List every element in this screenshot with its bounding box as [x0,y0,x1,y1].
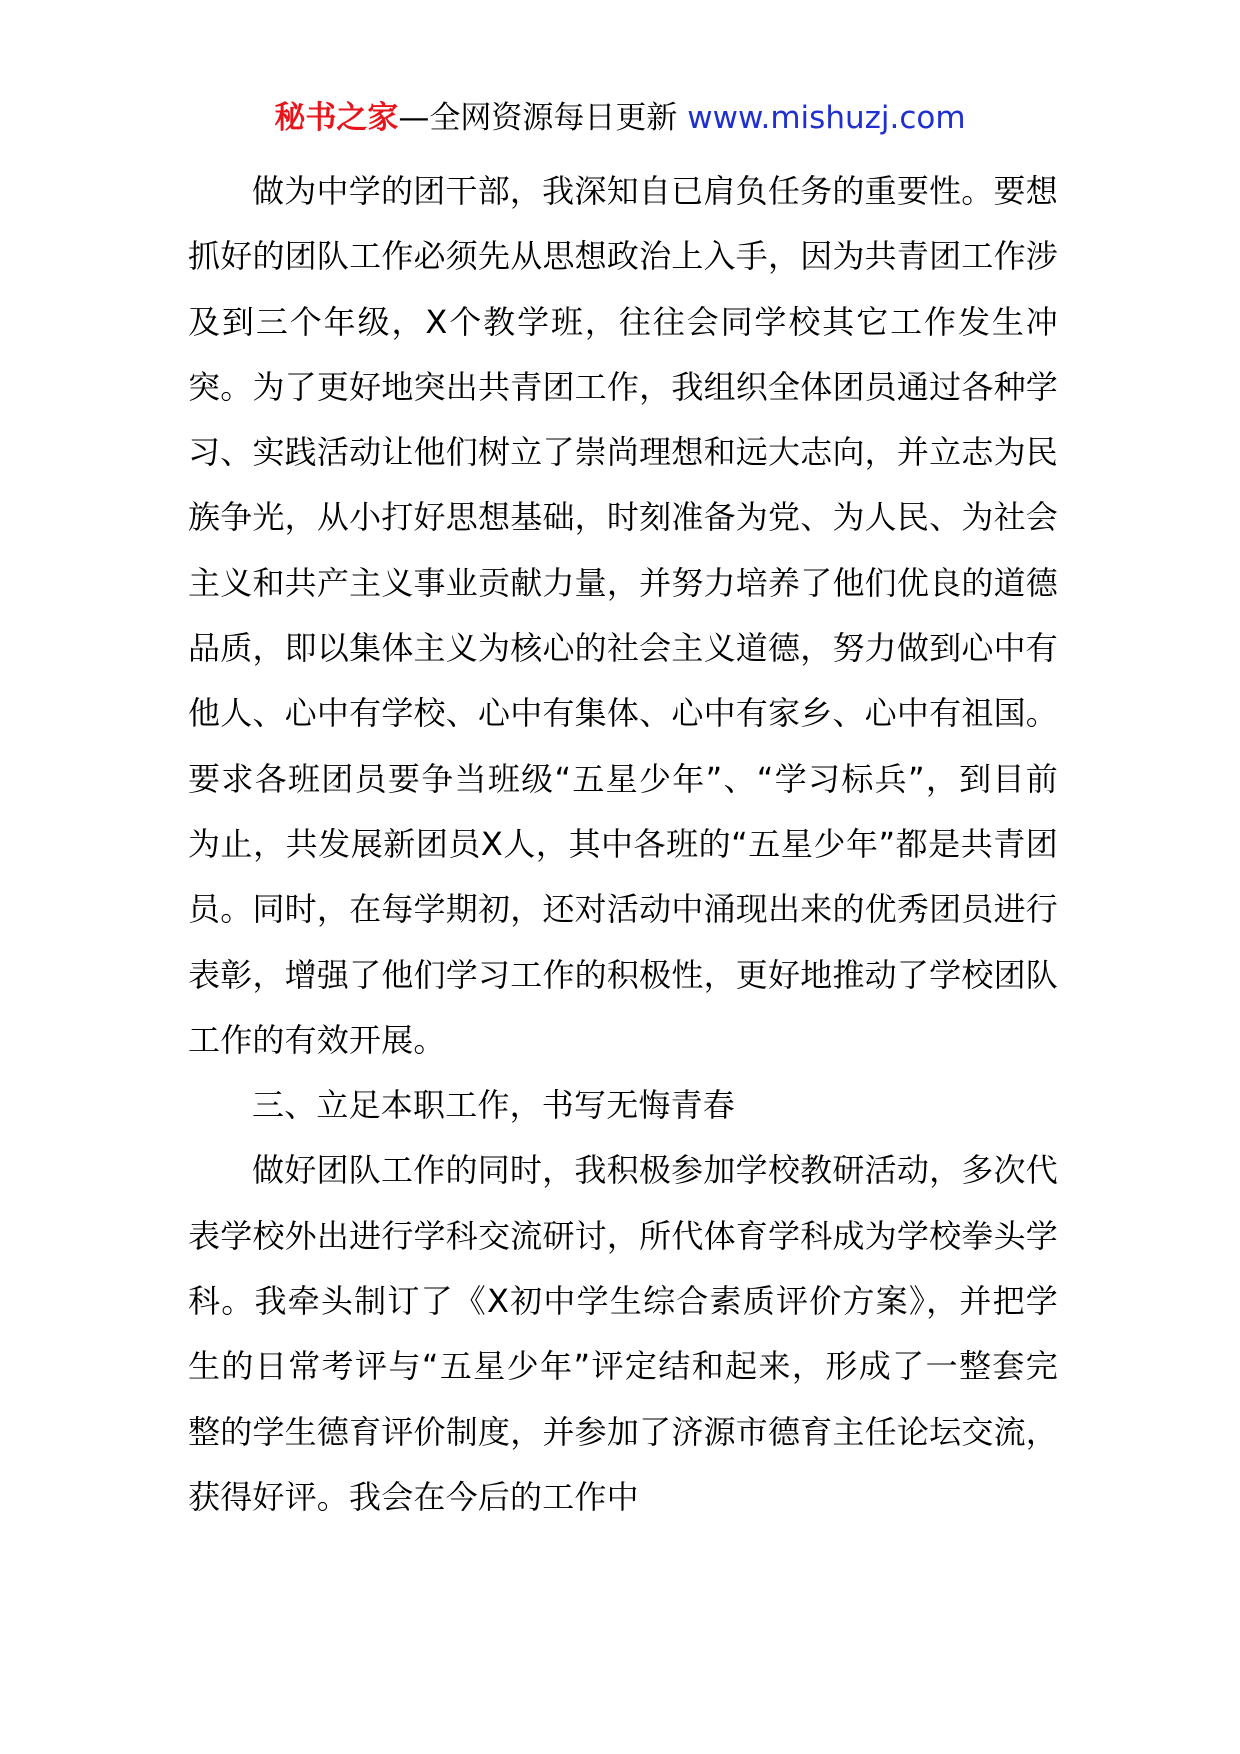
site-url-link[interactable]: www.mishuzj.com [687,100,966,136]
section-heading: 三、立足本职工作，书写无悔青春 [252,1086,736,1125]
paragraph-teaching-work: 做好团队工作的同时，我积极参加学校教研活动，多次代表学校外出进行学科交流研讨，所代体育学科成为学校拳头学科。我牵头制订了《X初中学生综合素质评价方案》，并把学生的日常考评与“五星少年”评定结和起来，形成了一整套完整的学生德育评价制度，并参加了济源市德育主任论坛交流，获得好评。我会在今后的工作中 [188,1151,1058,1516]
site-header [0,98,1240,138]
document-body [188,159,1058,1530]
site-brand: 秘书之家 [274,100,399,136]
paragraph-team-work: 做为中学的团干部，我深知自已肩负任务的重要性。要想抓好的团队工作必须先从思想政治上入手，因为共青团工作涉及到三个年级，X个教学班，往往会同学校其它工作发生冲突。为了更好地突出共青团工作，我组织全体团员通过各种学习、实践活动让他们树立了崇尚理想和远大志向，并立志为民族争光，从小打好思想基础，时刻准备为党、为人民、为社会主义和共产主义事业贡献力量，并努力培养了他们优良的道德品质，即以集体主义为核心的社会主义道德，努力做到心中有他人、心中有学校、心中有集体、心中有家乡、心中有祖国。要求各班团员要争当班级“五星少年”、“学习标兵”，到目前为止，共发展新团员X人，其中各班的“五星少年”都是共青团员。同时，在每学期初，还对活动中涌现出来的优秀团员进行表彰，增强了他们学习工作的积极性，更好地推动了学校团队工作的有效开展。 [188,172,1058,1059]
site-tagline: —全网资源每日更新 [398,100,688,136]
